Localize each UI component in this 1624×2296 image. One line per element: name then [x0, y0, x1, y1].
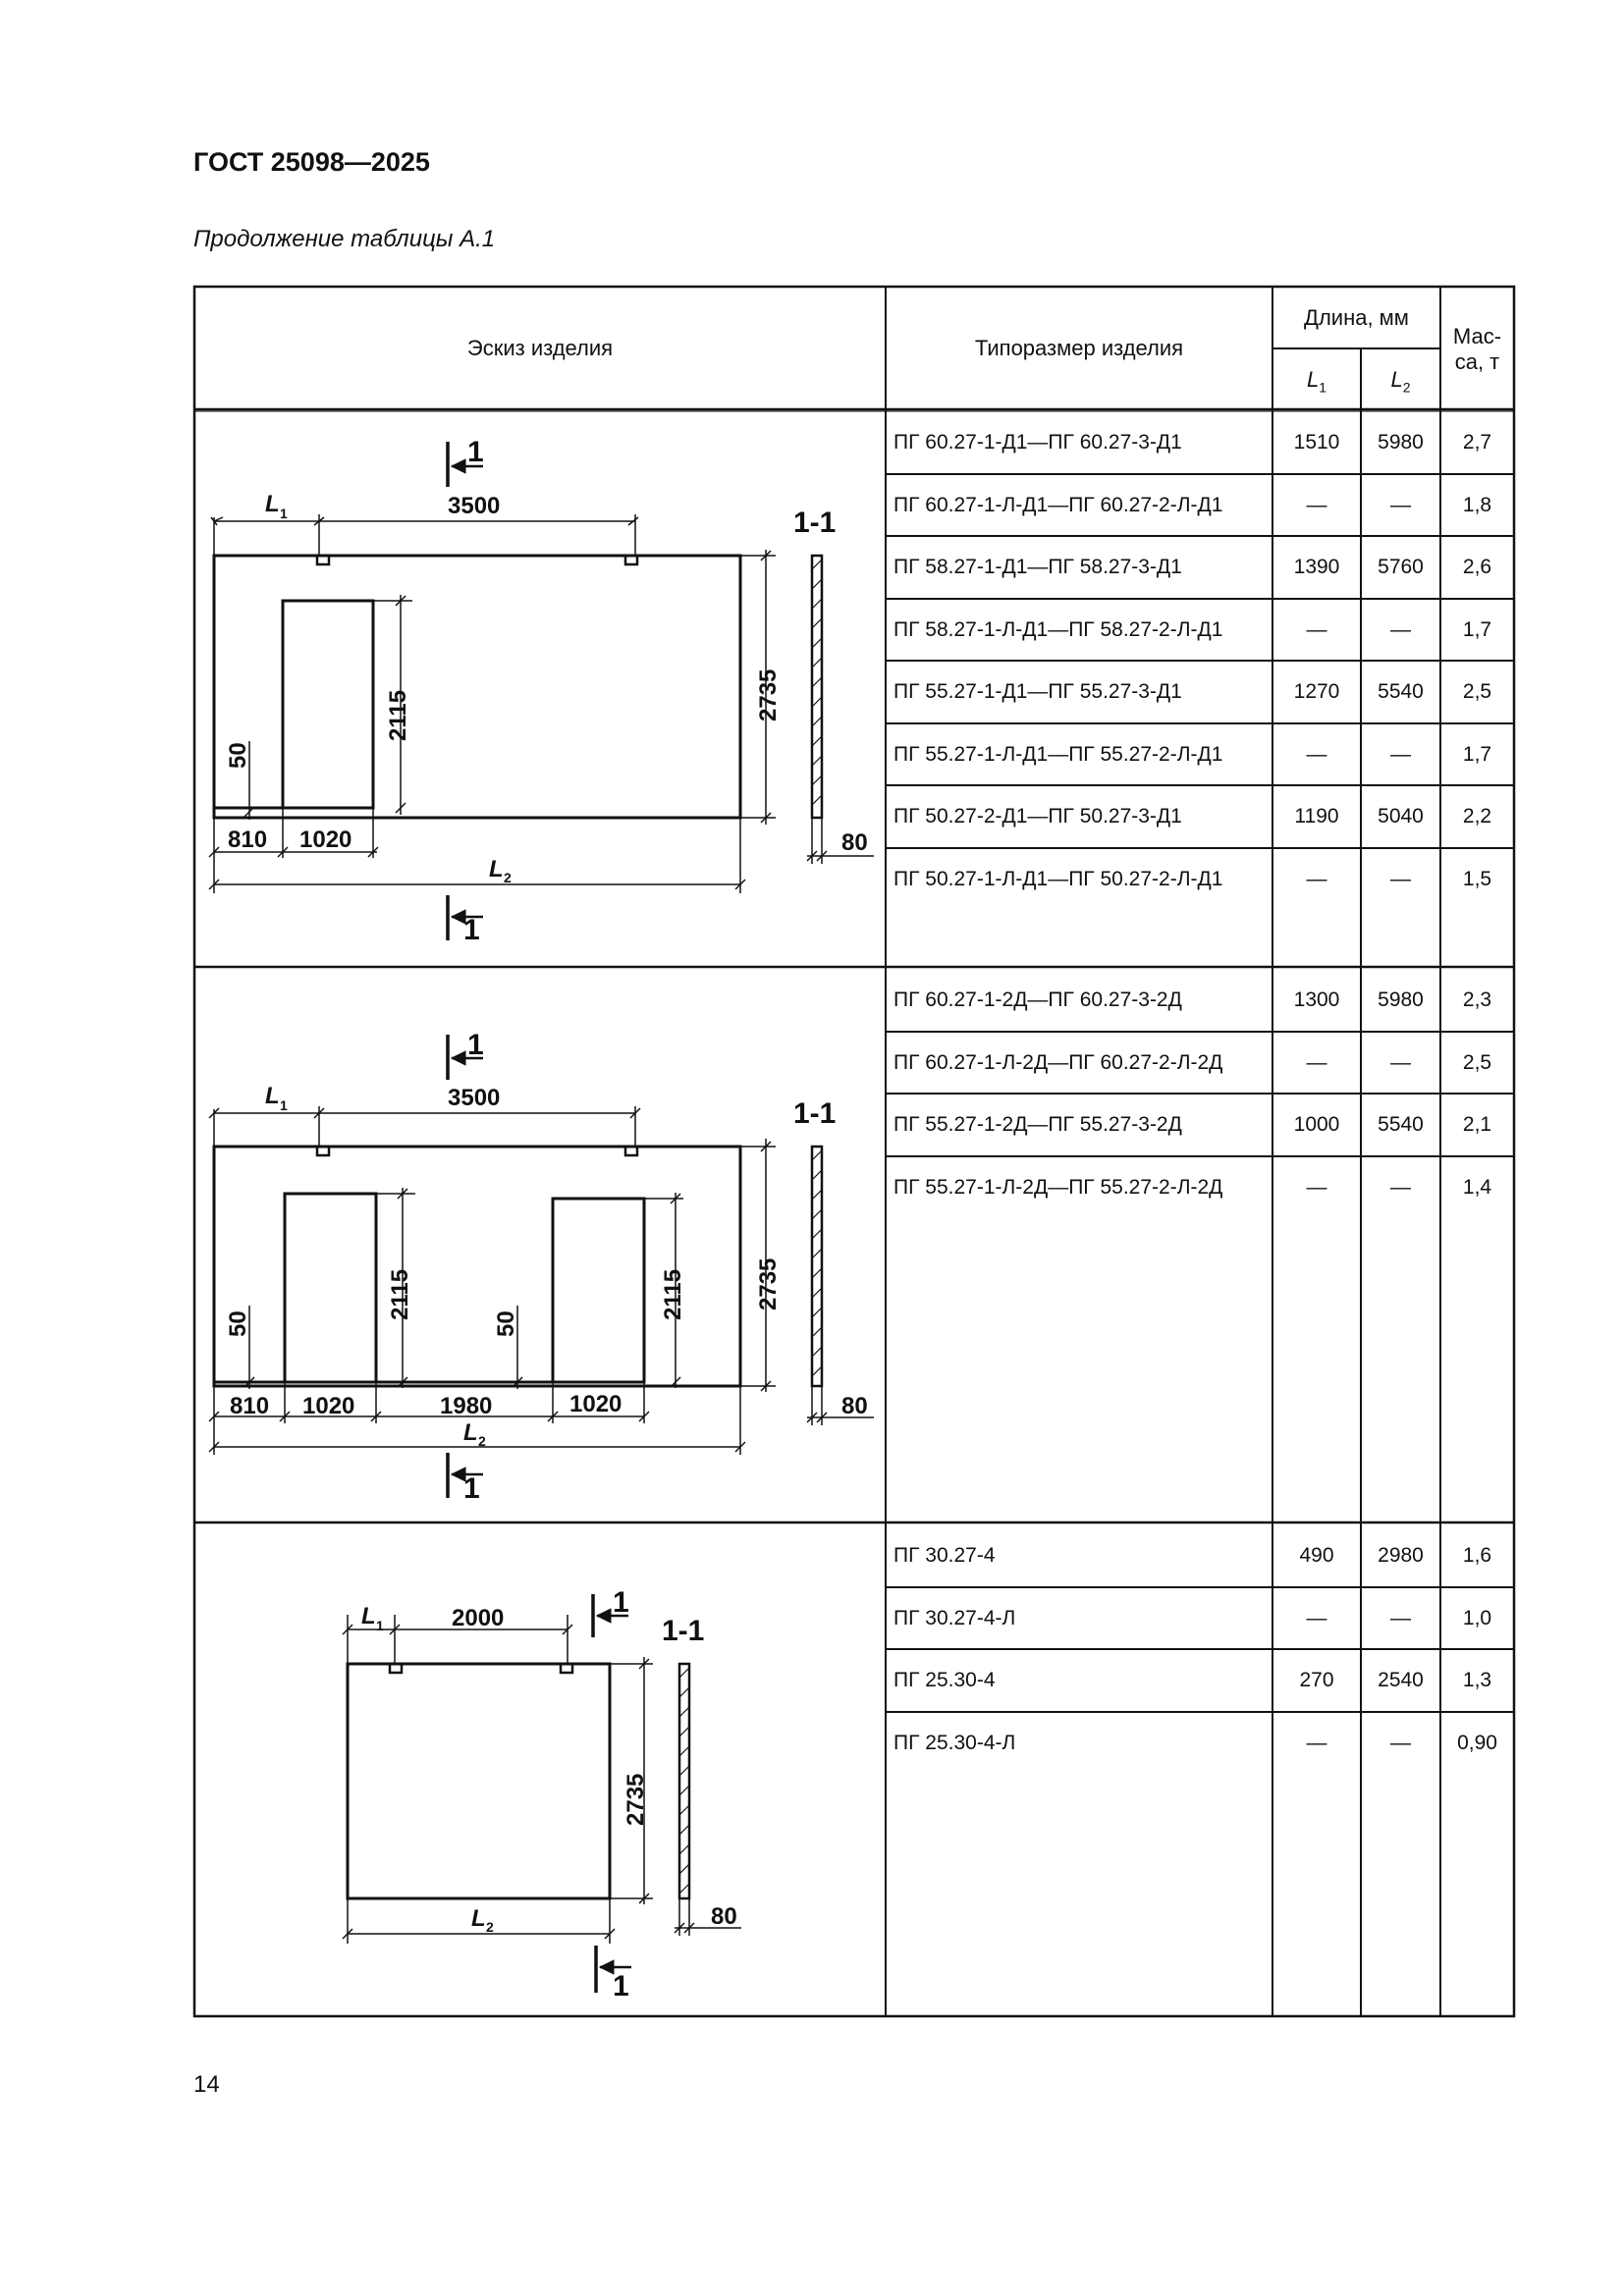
header-sketch: Эскиз изделия [466, 336, 614, 360]
sketch-panel-two-doors [194, 969, 886, 1522]
length-l2-cell: 5980 [1378, 988, 1424, 1011]
dim-l1-letter: L [265, 491, 280, 517]
dim-l2-sub: 2 [486, 1919, 494, 1935]
length-l2-cell: 2540 [1378, 1669, 1424, 1691]
section-mark: 1 [613, 1970, 629, 2002]
mass-cell: 2,6 [1462, 556, 1492, 578]
length-l2-cell: — [1390, 1175, 1411, 1199]
length-l1-cell: 1510 [1293, 431, 1340, 454]
dim-2735: 2735 [755, 1257, 782, 1310]
mass-cell: 2,5 [1462, 680, 1492, 703]
mass-cell: 2,3 [1462, 988, 1492, 1011]
dim-810: 810 [228, 827, 268, 853]
length-l2-cell: 5540 [1378, 680, 1424, 703]
dim-80: 80 [841, 1393, 868, 1419]
length-l2-cell: 5980 [1378, 431, 1424, 454]
length-l1-cell: 1000 [1293, 1113, 1340, 1136]
section-mark: 1 [463, 1472, 480, 1505]
product-name-cell: ПГ 60.27-1-Д1—ПГ 60.27-3-Д1 [893, 431, 1182, 454]
length-l1-cell: — [1306, 742, 1327, 766]
product-name-cell: ПГ 30.27-4-Л [893, 1606, 1016, 1629]
length-l1-cell: 490 [1299, 1544, 1334, 1567]
document-id: ГОСТ 25098—2025 [193, 147, 430, 177]
product-name-cell: ПГ 55.27-1-Л-Д1—ПГ 55.27-2-Л-Д1 [893, 742, 1223, 766]
header-l2 [1361, 367, 1440, 400]
product-name-cell: ПГ 55.27-1-2Д—ПГ 55.27-3-2Д [893, 1113, 1182, 1136]
dim-2115: 2115 [387, 1268, 413, 1320]
section-label: 1-1 [662, 1615, 705, 1647]
dim-3500: 3500 [448, 1085, 501, 1111]
section-mark: 1 [613, 1586, 629, 1619]
length-l1-cell: — [1306, 1731, 1327, 1754]
length-l1-cell: — [1306, 1606, 1327, 1629]
header-mass-line2: са, т [1454, 349, 1500, 374]
header-l1 [1272, 367, 1361, 400]
mass-cell: 1,7 [1462, 617, 1492, 641]
product-name-cell: ПГ 60.27-1-2Д—ПГ 60.27-3-2Д [893, 988, 1182, 1011]
dim-l1-sub: 1 [376, 1618, 384, 1633]
mass-cell: 2,2 [1462, 805, 1492, 828]
dim-50: 50 [225, 742, 251, 769]
mass-cell: 0,90 [1457, 1731, 1497, 1754]
dim-2735: 2735 [755, 668, 782, 721]
dim-3500: 3500 [448, 493, 501, 519]
mass-cell: 1,0 [1462, 1606, 1492, 1629]
length-l2-cell: — [1390, 493, 1411, 516]
product-name-cell: ПГ 25.30-4 [893, 1669, 996, 1691]
length-l1-cell: 1390 [1293, 556, 1340, 578]
mass-cell: 1,6 [1462, 1544, 1492, 1567]
dim-l1-sub: 1 [280, 506, 288, 521]
dim-2115: 2115 [385, 689, 411, 741]
length-l1-cell: 270 [1299, 1669, 1334, 1691]
dim-810: 810 [230, 1393, 270, 1419]
product-name-cell: ПГ 50.27-2-Д1—ПГ 50.27-3-Д1 [893, 805, 1182, 828]
dim-2115: 2115 [660, 1268, 686, 1320]
dim-l1-sub: 1 [280, 1097, 288, 1113]
page-number: 14 [193, 2071, 220, 2098]
section-label: 1-1 [793, 507, 837, 539]
product-name-cell: ПГ 25.30-4-Л [893, 1731, 1016, 1754]
mass-cell: 1,7 [1462, 742, 1492, 766]
sketch-panel-one-door [194, 411, 886, 967]
dim-l2-sub: 2 [478, 1433, 486, 1449]
dim-l1-letter: L [265, 1083, 280, 1109]
length-l2-cell: — [1390, 1606, 1411, 1629]
mass-cell: 2,1 [1462, 1113, 1492, 1136]
length-l1-cell: — [1306, 1050, 1327, 1074]
dim-2000: 2000 [452, 1605, 505, 1631]
length-l2-cell: — [1390, 1731, 1411, 1754]
header-l1-letter: L [1306, 367, 1320, 392]
product-name-cell: ПГ 50.27-1-Л-Д1—ПГ 50.27-2-Л-Д1 [893, 867, 1223, 890]
dim-2735: 2735 [623, 1773, 649, 1826]
dim-l2-sub: 2 [504, 870, 512, 885]
length-l2-cell: 5540 [1378, 1113, 1424, 1136]
table-caption: Продолжение таблицы А.1 [193, 226, 496, 252]
dim-80: 80 [711, 1903, 737, 1930]
length-l2-cell: — [1390, 742, 1411, 766]
header-type: Типоразмер изделия [974, 336, 1184, 360]
sketch-panel-plain [194, 1524, 886, 2015]
length-l1-cell: — [1306, 1175, 1327, 1199]
length-l1-cell: 1270 [1293, 680, 1340, 703]
dim-l2-letter: L [463, 1419, 478, 1446]
dim-1020: 1020 [569, 1391, 623, 1417]
length-l1-cell: 1190 [1294, 805, 1339, 828]
mass-cell: 1,5 [1462, 867, 1492, 890]
dim-l2-letter: L [489, 856, 504, 882]
dim-80: 80 [841, 829, 868, 856]
section-mark: 1 [467, 1029, 484, 1061]
length-l2-cell: 5040 [1378, 805, 1424, 828]
product-name-cell: ПГ 30.27-4 [893, 1544, 996, 1567]
header-length: Длина, мм [1304, 305, 1409, 330]
section-mark: 1 [463, 914, 480, 946]
mass-cell: 1,3 [1462, 1669, 1492, 1691]
product-name-cell: ПГ 58.27-1-Л-Д1—ПГ 58.27-2-Л-Д1 [893, 617, 1223, 641]
length-l1-cell: — [1306, 493, 1327, 516]
length-l2-cell: — [1390, 1050, 1411, 1074]
product-name-cell: ПГ 60.27-1-Л-2Д—ПГ 60.27-2-Л-2Д [893, 1050, 1223, 1074]
section-label: 1-1 [793, 1097, 837, 1130]
mass-cell: 1,4 [1462, 1175, 1492, 1199]
mass-cell: 1,8 [1462, 493, 1492, 516]
dim-1980: 1980 [440, 1393, 493, 1419]
dim-l1-letter: L [361, 1603, 376, 1629]
section-mark: 1 [467, 436, 484, 468]
length-l1-cell: 1300 [1293, 988, 1340, 1011]
product-name-cell: ПГ 55.27-1-Л-2Д—ПГ 55.27-2-Л-2Д [893, 1175, 1223, 1199]
header-mass [1440, 324, 1514, 375]
mass-cell: 2,7 [1462, 431, 1492, 454]
product-name-cell: ПГ 60.27-1-Л-Д1—ПГ 60.27-2-Л-Д1 [893, 493, 1223, 516]
mass-cell: 2,5 [1462, 1050, 1492, 1074]
product-name-cell: ПГ 58.27-1-Д1—ПГ 58.27-3-Д1 [893, 556, 1182, 578]
dim-1020: 1020 [302, 1393, 355, 1419]
dim-50: 50 [493, 1310, 519, 1337]
length-l2-cell: 2980 [1378, 1544, 1424, 1567]
dim-50: 50 [225, 1310, 251, 1337]
header-l2-sub: 2 [1402, 379, 1411, 396]
header-mass-line1: Мас- [1452, 324, 1502, 348]
length-l2-cell: 5760 [1378, 556, 1424, 578]
dim-1020: 1020 [299, 827, 352, 853]
length-l1-cell: — [1306, 867, 1327, 890]
header-l1-sub: 1 [1319, 379, 1327, 396]
header-l2-letter: L [1390, 367, 1403, 392]
dim-l2-letter: L [471, 1905, 486, 1932]
length-l2-cell: — [1390, 867, 1411, 890]
length-l1-cell: — [1306, 617, 1327, 641]
length-l2-cell: — [1390, 617, 1411, 641]
product-name-cell: ПГ 55.27-1-Д1—ПГ 55.27-3-Д1 [893, 680, 1182, 703]
